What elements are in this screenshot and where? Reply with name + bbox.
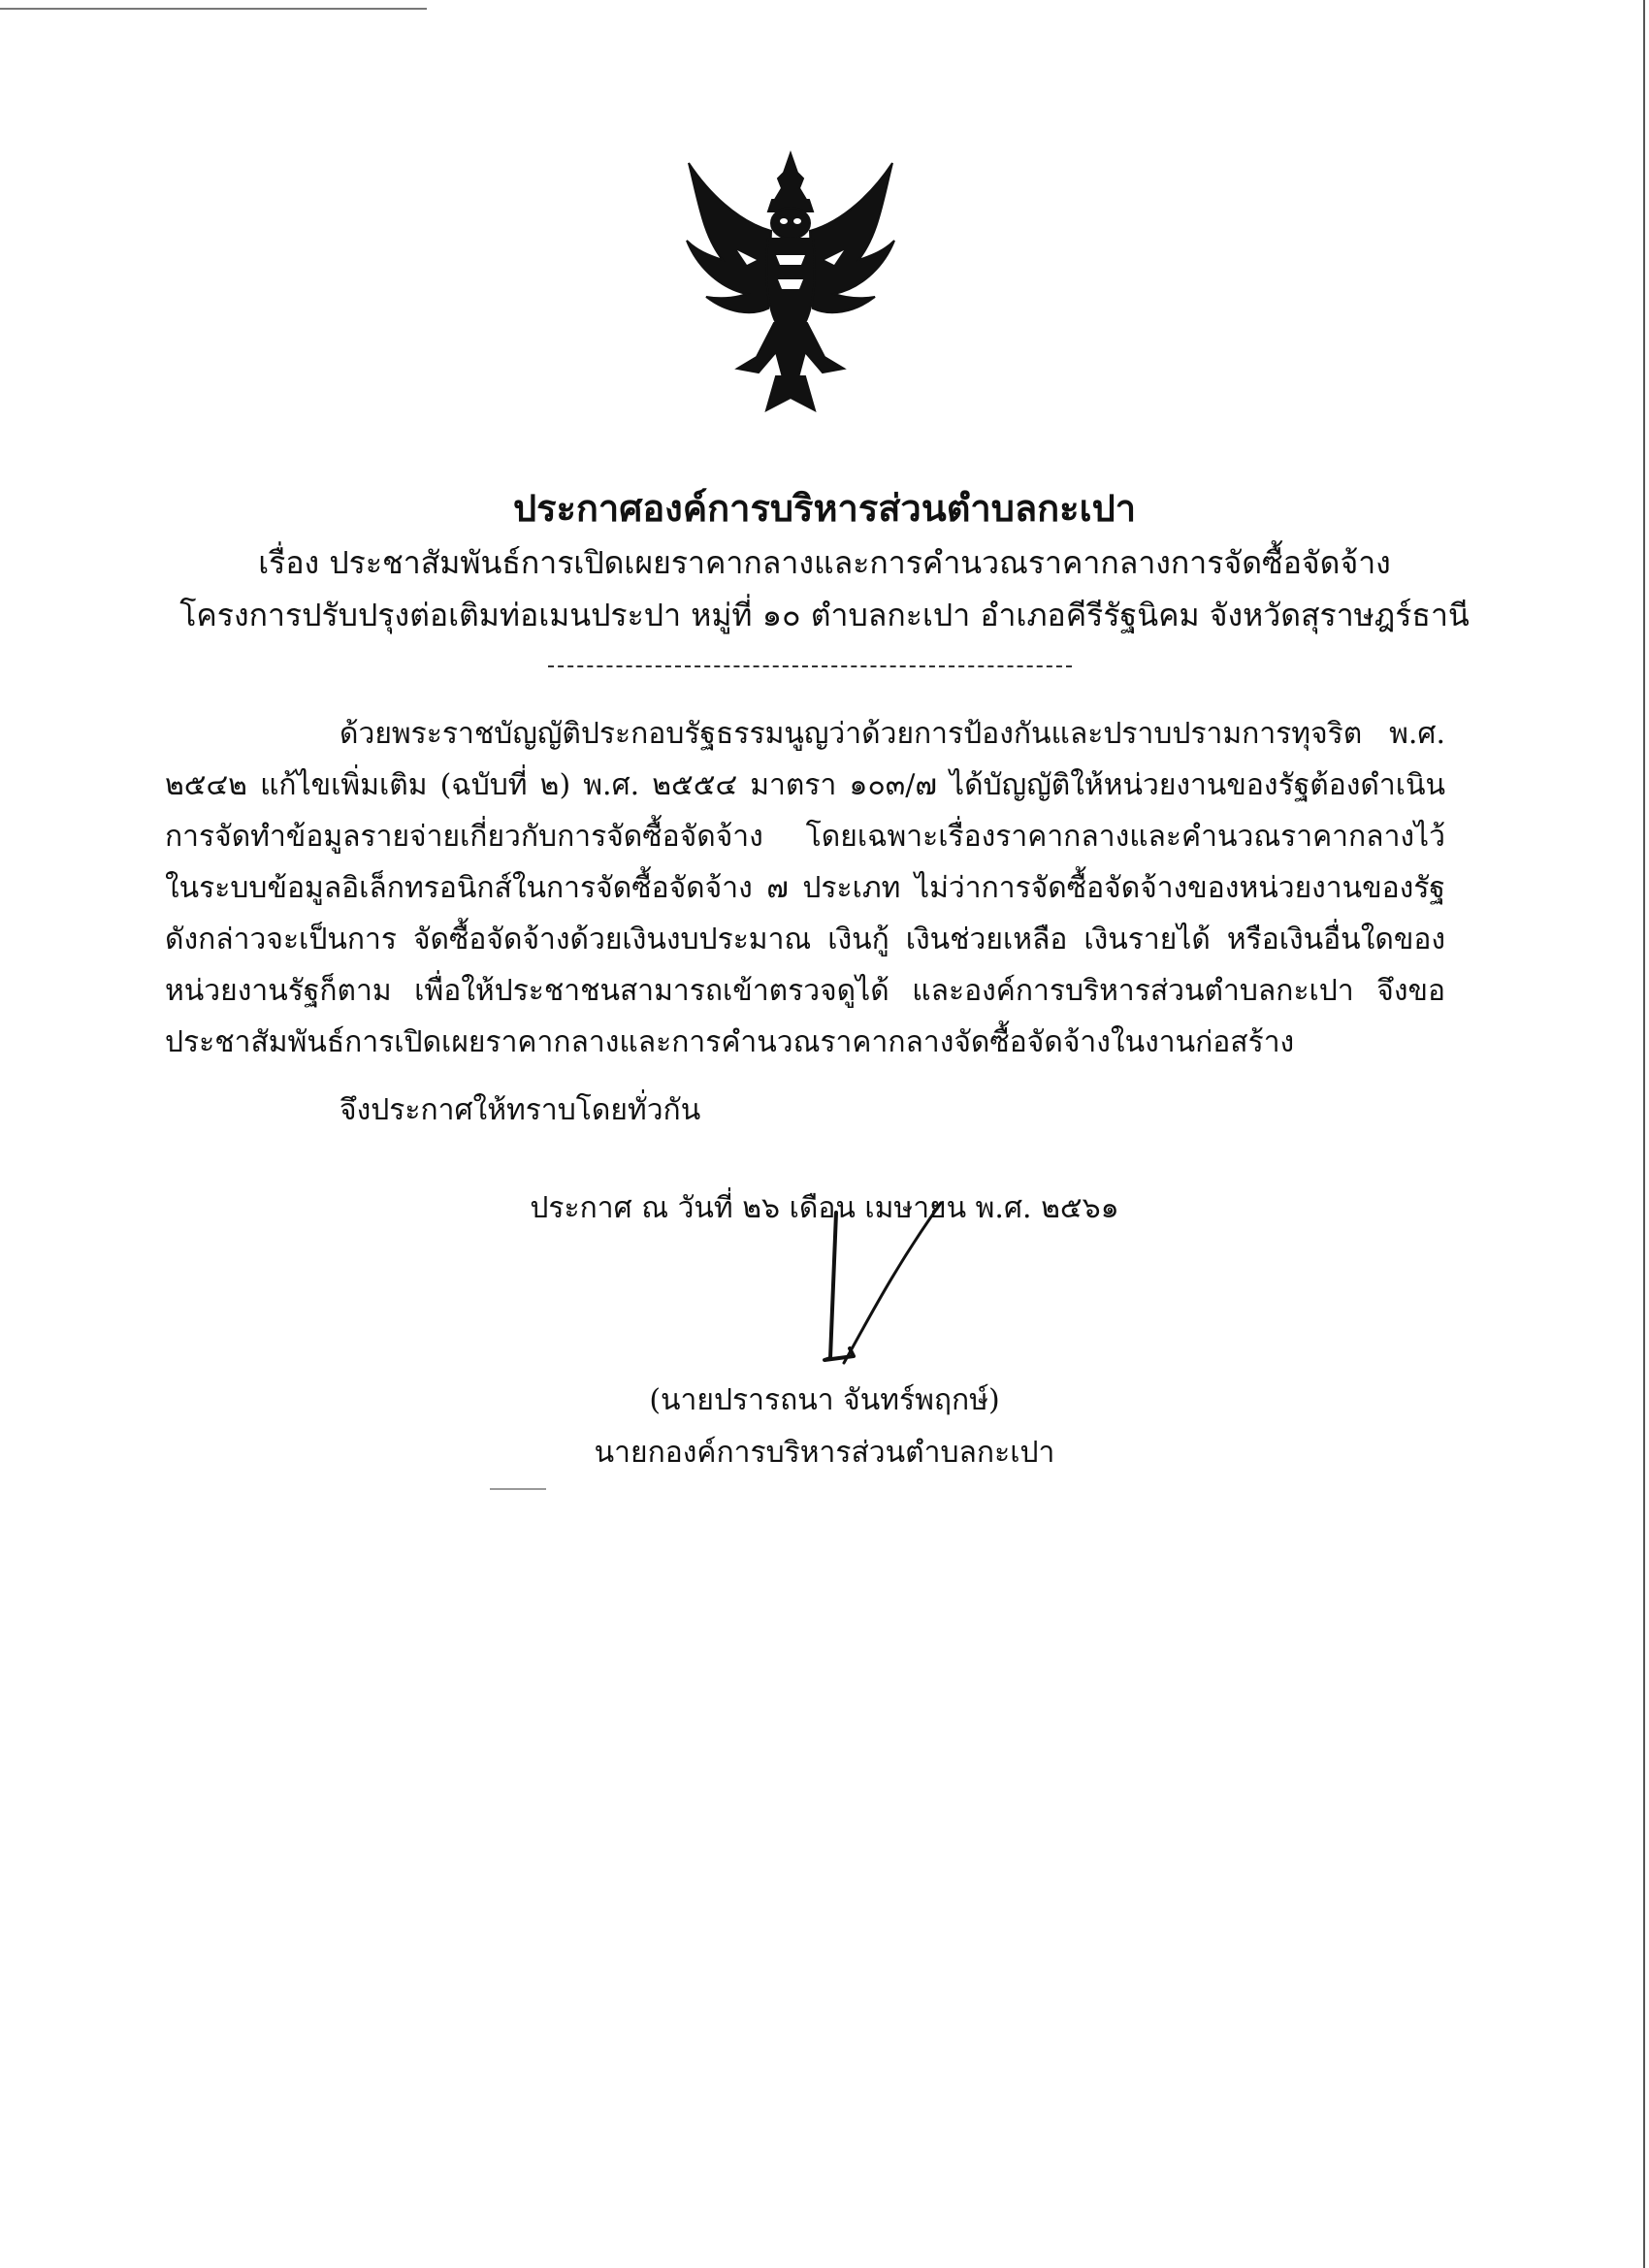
scan-edge-top <box>0 8 1649 10</box>
handwritten-signature-icon <box>795 1193 989 1387</box>
document-subject: เรื่อง ประชาสัมพันธ์การเปิดเผยราคากลางและการคำนวณราคากลางการจัดซื้อจัดจ้าง <box>258 544 1391 581</box>
project-line: โครงการปรับปรุงต่อเติมท่อเมนประปา หมู่ที่ ๑๐ ตำบลกะเปา อำเภอคีรีรัฐนิคม จังหวัดสุราษฎร์ธานี <box>179 597 1470 633</box>
document-title: ประกาศองค์การบริหารส่วนตำบลกะเปา <box>512 486 1137 530</box>
signer-name: (นายปรารถนา จันทร์พฤกษ์) <box>649 1383 1000 1417</box>
dashed-separator <box>548 665 1072 667</box>
scan-edge-right <box>1643 0 1645 2268</box>
body-paragraph: ด้วยพระราชบัญญัติประกอบรัฐธรรมนูญว่าด้วยการป้องกันและปราบปรามการทุจริต พ.ศ. ๒๕๔๒ แก้ไขเพิ่มเติม (ฉบับที่ ๒) พ.ศ. ๒๕๕๔ มาตรา ๑๐๓/๗ ได้บัญญัติให้หน่วยงานของรัฐต้องดำเนินการจัดทำข้อมูลรายจ่ายเกี่ยวกับการจัดซื้อจัดจ้าง โดยเฉพาะเรื่องราคากลางและคำนวณราคากลางไว้ในระบบข้อมูลอิเล็กทรอนิกส์ในการจัดซื้อจัดจ้าง ๗ ประเภท ไม่ว่าการจัดซื้อจัดจ้างของหน่วยงานของรัฐดังกล่าวจะเป็นการ จัดซื้อจัดจ้างด้วยเงินงบประมาณ เงินกู้ เงินช่วยเหลือ เงินรายได้ หรือเงินอื่นใดของหน่วยงานรัฐก็ตาม เพื่อให้ประชาชนสามารถเข้าตรวจดูได้ และองค์การบริหารส่วนตำบลกะเปา จึงขอประชาสัมพันธ์การเปิดเผยราคากลางและการคำนวณราคากลางจัดซื้อจัดจ้างในงานก่อสร้าง <box>165 717 1445 1059</box>
date-line: ประกาศ ณ วันที่ ๒๖ เดือน เมษายน พ.ศ. ๒๕๖๑ <box>530 1191 1119 1225</box>
garuda-emblem-icon <box>679 144 902 420</box>
scan-mark <box>490 1488 546 1490</box>
signer-position: นายกองค์การบริหารส่วนตำบลกะเปา <box>594 1436 1055 1470</box>
announcement-line: จึงประกาศให้ทราบโดยทั่วกัน <box>340 1093 701 1127</box>
